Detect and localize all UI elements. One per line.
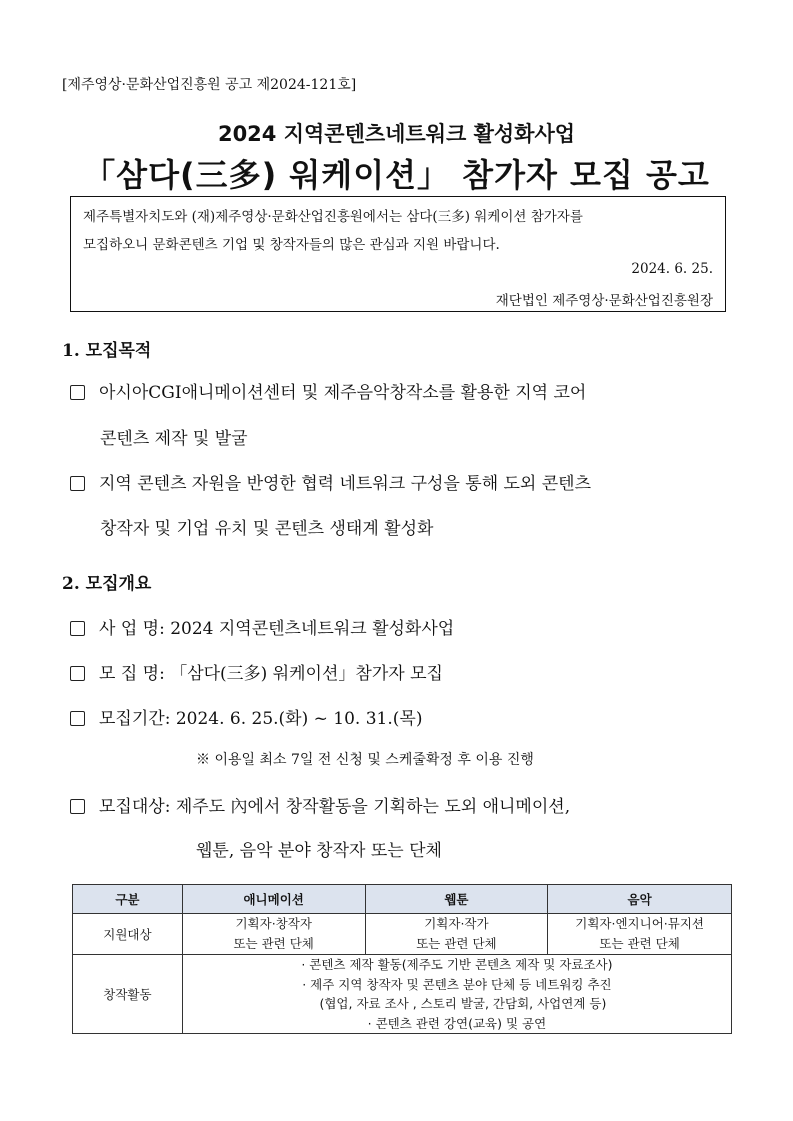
- checkbox-icon: [70, 711, 85, 726]
- support-target-animation: [182, 914, 365, 955]
- target-line-2: 웹툰, 음악 분야 창작자 또는 단체: [196, 841, 442, 861]
- notice-date: 2024. 6. 25.: [631, 261, 713, 277]
- cell-line: 기획자·엔지니어·뮤지션: [575, 916, 704, 931]
- overview-recruit-name: [70, 659, 443, 684]
- intro-line-1: 제주특별자치도와 (재)제주영상·문화산업진흥원에서는 삼다(三多) 워케이션 참가자를: [83, 209, 583, 225]
- overview-period: [70, 704, 422, 729]
- activity-line: (협업, 자료 조사 , 스토리 발굴, 간담회, 사업연계 등): [319, 996, 607, 1011]
- header-music: 음악: [548, 885, 732, 914]
- purpose-item-1: [70, 378, 586, 403]
- checkbox-icon: [70, 666, 85, 681]
- activities-content: [182, 955, 731, 1034]
- cell-line: 또는 관련 단체: [233, 936, 314, 951]
- notice-number: [제주영상·문화산업진흥원 공고 제2024-121호]: [62, 77, 357, 93]
- intro-line-2: 모집하오니 문화콘텐츠 기업 및 창작자들의 많은 관심과 지원 바랍니다.: [83, 237, 500, 253]
- checkbox-icon: [70, 621, 85, 636]
- header-category: 구분: [73, 885, 183, 914]
- overview-project-name: [70, 614, 454, 639]
- purpose-item-1-line-2: 콘텐츠 제작 및 발굴: [100, 429, 248, 449]
- purpose-item-2: [70, 469, 591, 494]
- target-line-1: 모집대상: 제주도 內에서 창작활동을 기획하는 도외 애니메이션,: [99, 797, 571, 817]
- activities-label: 창작활동: [73, 955, 183, 1034]
- table-header-row: [73, 885, 732, 914]
- support-target-music: [548, 914, 732, 955]
- cell-line: 기획자·작가: [424, 916, 489, 931]
- intro-box: [70, 196, 726, 312]
- period-note: ※ 이용일 최소 7일 전 신청 및 스케줄확정 후 이용 진행: [196, 752, 534, 768]
- activity-line: · 콘텐츠 제작 활동(제주도 기반 콘텐츠 제작 및 자료조사): [301, 957, 613, 972]
- support-table: [72, 884, 732, 1034]
- checkbox-icon: [70, 799, 85, 814]
- purpose-item-2-line-2: 창작자 및 기업 유치 및 콘텐츠 생태계 활성화: [100, 519, 434, 539]
- header-webtoon: 웹툰: [365, 885, 548, 914]
- cell-line: 또는 관련 단체: [416, 936, 497, 951]
- support-target-label: 지원대상: [73, 914, 183, 955]
- period-text: 모집기간: 2024. 6. 25.(화) ~ 10. 31.(목): [99, 709, 423, 729]
- section-1-heading: 1. 모집목적: [62, 341, 152, 361]
- activity-line: · 콘텐츠 관련 강연(교육) 및 공연: [367, 1015, 547, 1031]
- title-line-1: 2024 지역콘텐츠네트워크 활성화사업: [217, 122, 576, 146]
- checkbox-icon: [70, 385, 85, 400]
- table-row: [73, 914, 732, 955]
- cell-line: 또는 관련 단체: [599, 936, 680, 951]
- title-line-2: 「삼다(三多) 워케이션」 참가자 모집 공고: [83, 156, 710, 194]
- table-row: [73, 955, 732, 1034]
- project-name-text: 사 업 명: 2024 지역콘텐츠네트워크 활성화사업: [99, 619, 455, 639]
- issuer: 재단법인 제주영상·문화산업진흥원장: [495, 293, 713, 309]
- cell-line: 기획자·창작자: [235, 916, 312, 931]
- recruit-name-text: 모 집 명: 「삼다(三多) 워케이션」참가자 모집: [99, 664, 443, 684]
- purpose-item-1-line-1: 아시아CGI애니메이션센터 및 제주음악창작소를 활용한 지역 코어: [99, 383, 587, 403]
- purpose-item-2-line-1: 지역 콘텐츠 자원을 반영한 협력 네트워크 구성을 통해 도외 콘텐츠: [99, 474, 592, 494]
- support-target-webtoon: [365, 914, 548, 955]
- activity-line: · 제주 지역 창작자 및 콘텐츠 분야 단체 등 네트워킹 추진: [302, 976, 612, 992]
- checkbox-icon: [70, 476, 85, 491]
- header-animation: 애니메이션: [182, 885, 365, 914]
- overview-target: [70, 792, 570, 817]
- section-2-heading: 2. 모집개요: [62, 574, 152, 594]
